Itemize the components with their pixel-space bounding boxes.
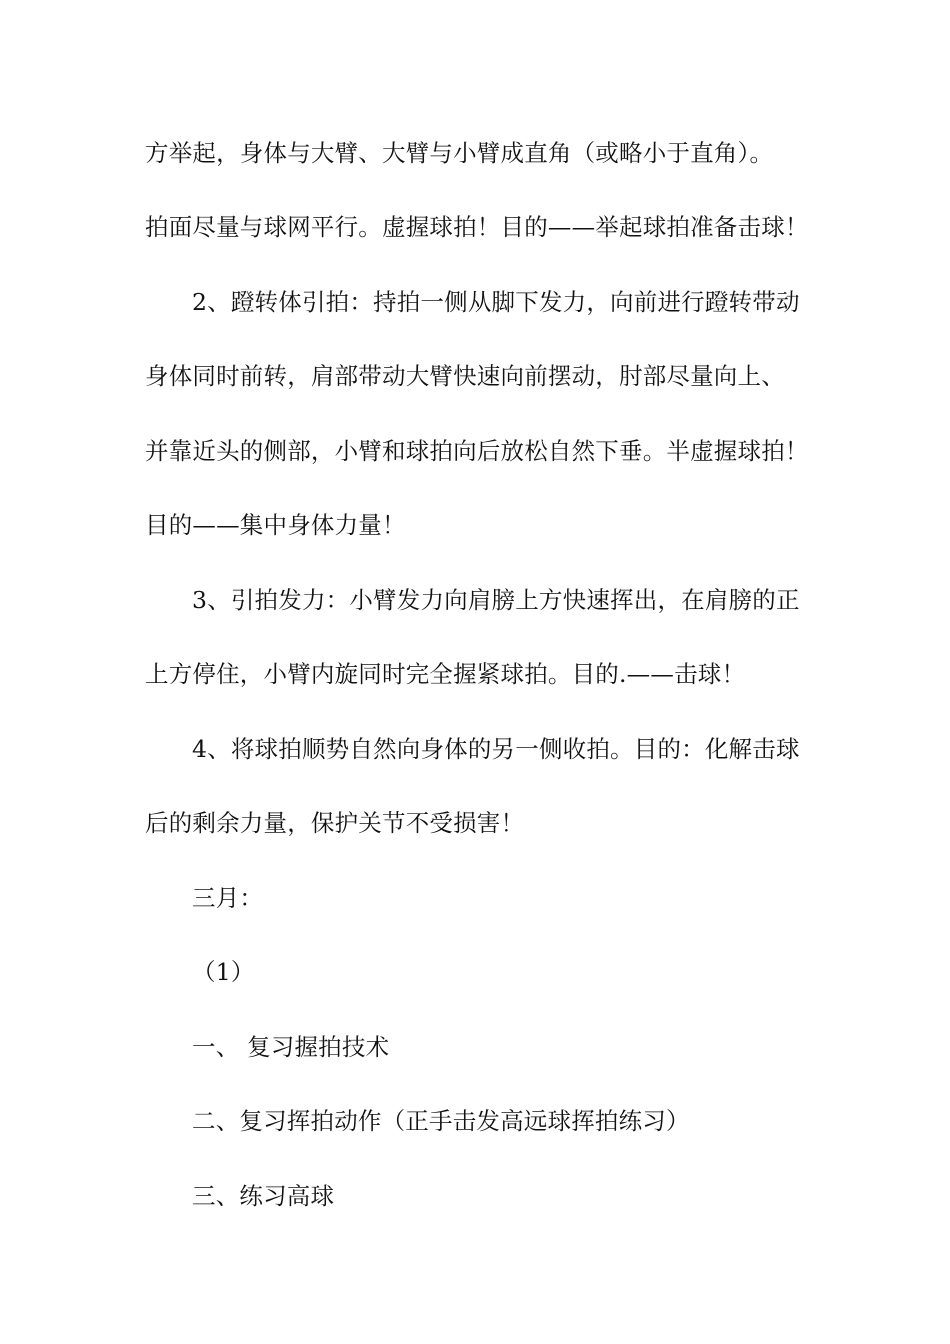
paragraph-3-start: 3、引拍发力：小臂发力向肩膀上方快速挥出，在肩膀的正 [192, 586, 800, 614]
subsection-number: （1） [192, 958, 255, 986]
text-line-4: 身体同时前转，肩部带动大臂快速向前摆动，肘部尽量向上、 [145, 362, 785, 390]
section-heading-march: 三月： [192, 884, 264, 912]
text-line-6: 目的——集中身体力量！ [145, 511, 406, 539]
paragraph-4-start: 4、将球拍顺势自然向身体的另一侧收拍。目的：化解击球 [192, 735, 800, 763]
list-item-2: 二、复习挥拍动作（正手击发高远球挥拍练习） [192, 1107, 690, 1135]
text-line-10: 后的剩余力量，保护关节不受损害！ [145, 809, 525, 837]
paragraph-2-start: 2、蹬转体引拍：持拍一侧从脚下发力，向前进行蹬转带动 [192, 288, 800, 316]
text-line-5: 并靠近头的侧部，小臂和球拍向后放松自然下垂。半虚握球拍！ [145, 437, 809, 465]
text-line-2: 拍面尽量与球网平行。虚握球拍！目的——举起球拍准备击球！ [145, 213, 809, 241]
list-item-3: 三、练习高球 [192, 1182, 335, 1210]
text-line-1: 方举起，身体与大臂、大臂与小臂成直角（或略小于直角）。 [145, 139, 774, 167]
list-item-1: 一、 复习握拍技术 [192, 1033, 390, 1061]
text-line-8: 上方停住，小臂内旋同时完全握紧球拍。目的.——击球！ [145, 660, 746, 688]
